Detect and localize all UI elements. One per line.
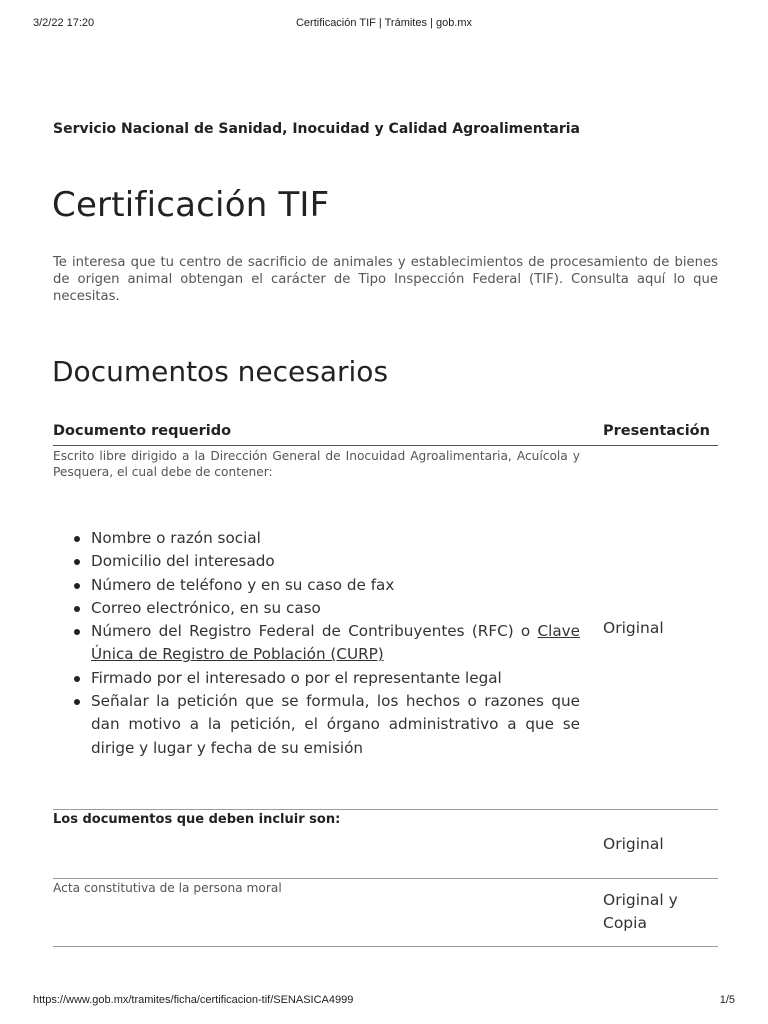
table-header-divider [53,445,718,446]
table-row-divider [53,878,718,879]
table-row-divider [53,946,718,947]
print-header [33,17,735,33]
list-item: Señalar la petición que se formula, los hechos o razones que dan motivo a la petición, el órgano administrativo a que se dirige y lugar y fecha de su emisión [53,690,580,760]
list-item-text: Número del Registro Federal de Contribuyentes (RFC) o [91,622,538,641]
print-page-title: Certificación TIF | Trámites | gob.mx [295,17,473,29]
list-item: Correo electrónico, en su caso [53,597,580,620]
print-footer [33,994,735,1010]
table-row-1-presentation: Original [603,619,664,637]
table-row-1-text: Escrito libre dirigido a la Dirección General de Inocuidad Agroalimentaria, Acuícola y Pesquera, el cual debe de contener: [53,449,580,479]
page-number: 1/5 [719,994,735,1006]
curp-link[interactable]: Clave Única de Registro de Población (CURP) [91,622,580,664]
agency-name: Servicio Nacional de Sanidad, Inocuidad y Calidad Agroalimentaria [53,121,581,137]
list-item: Nombre o razón social [53,527,580,550]
table-row-3-presentation: Original y Copia [603,891,678,932]
list-item: Firmado por el interesado o por el representante legal [53,667,580,690]
list-item: Domicilio del interesado [53,550,580,573]
table-header-document: Documento requerido [53,423,232,439]
section-title: Documentos necesarios [52,355,389,388]
table-header-presentation: Presentación [603,423,710,439]
table-row-3-text: Acta constitutiva de la persona moral [53,881,282,895]
print-url: https://www.gob.mx/tramites/ficha/certificacion-tif/SENASICA4999 [33,994,354,1006]
table-row-2-presentation: Original [603,835,664,853]
list-item: Número de teléfono y en su caso de fax [53,574,580,597]
intro-paragraph: Te interesa que tu centro de sacrificio de animales y establecimientos de procesamiento de bienes de origen animal obtengan el carácter de Tipo Inspección Federal (TIF). Consulta aquí lo que necesitas. [53,255,718,304]
table-row-2-text: Los documentos que deben incluir son: [53,812,341,827]
list-item [53,620,580,667]
page-title: Certificación TIF [52,185,330,225]
requirements-list [53,527,580,760]
table-row-divider [53,809,718,810]
print-datetime: 3/2/22 17:20 [33,17,95,29]
